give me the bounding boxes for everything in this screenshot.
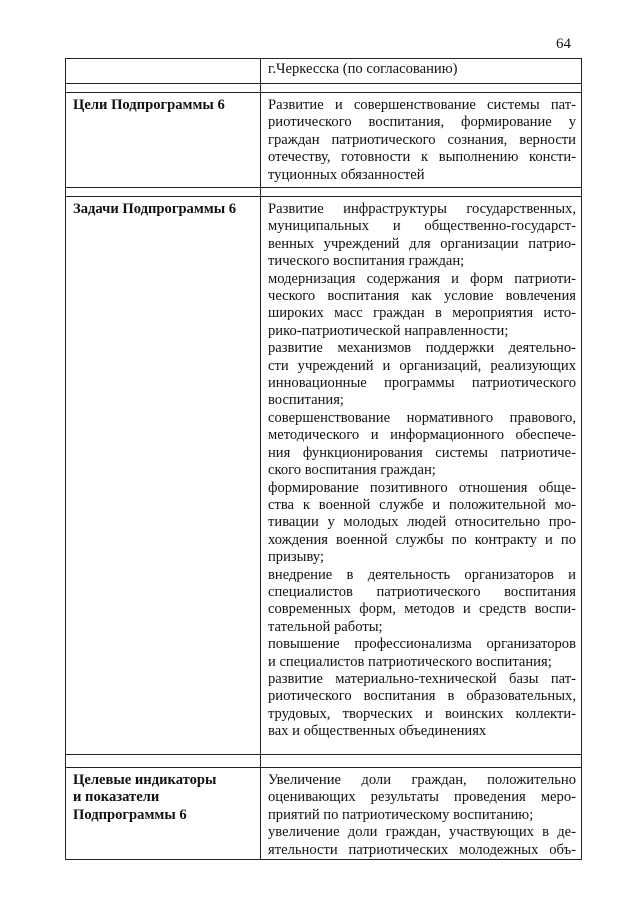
goals-label-cell xyxy=(66,93,261,188)
indicators-label: и показатели xyxy=(73,789,160,806)
text-line: ческого воспитания как условие вовлечения xyxy=(268,288,576,305)
text-line: широких масс граждан в мероприятия исто- xyxy=(268,305,576,322)
text-line: формирование позитивного отношения обще- xyxy=(268,479,576,496)
text-line: ства к военной службе и положительной мо- xyxy=(268,496,576,513)
text-line: муниципальных и общественно-государст- xyxy=(268,218,576,235)
text-line: риотического воспитания в образовательных, xyxy=(268,688,576,705)
text-line: приятий по патриотическому воспитанию; xyxy=(268,806,534,823)
text-line: оценивающих результаты проведения меро- xyxy=(268,789,576,806)
text-line: тивации у молодых людей относительно про- xyxy=(268,514,576,531)
text-line: повышение профессионализма организаторов xyxy=(268,636,576,653)
text-line: вах и общественных объединениях xyxy=(268,723,487,740)
indicators-label: Подпрограммы 6 xyxy=(73,806,187,823)
table-row xyxy=(66,59,582,84)
text-line: ского воспитания граждан; xyxy=(268,462,436,479)
text-line: методического и информационного обеспече- xyxy=(268,427,576,444)
text-line: воспитания; xyxy=(268,392,344,409)
text-line: ятельности патриотических молодежных объ- xyxy=(268,841,576,858)
table-gap xyxy=(66,188,582,197)
text-line: тательной работы; xyxy=(268,618,383,635)
indicators-value-cell xyxy=(261,768,582,860)
tasks-label: Задачи Подпрограммы 6 xyxy=(73,201,237,217)
text-line: специалистов патриотического воспитания xyxy=(268,583,576,600)
subprogram-passport-table xyxy=(65,58,582,860)
indicators-label: Целевые индикаторы xyxy=(73,772,217,788)
label-cell-empty xyxy=(66,59,261,84)
text-line: увеличение доли граждан, участвующих в де- xyxy=(268,824,576,841)
text-line: граждан патриотического сознания, верности xyxy=(268,131,576,148)
text-line: Увеличение доли граждан, положительно xyxy=(268,772,576,788)
text-line: хождения военной службы по контракту и по xyxy=(268,531,576,548)
text-line: рико-патриотической направленности; xyxy=(268,322,509,339)
table-row xyxy=(66,768,582,860)
text-line: отечеству, готовности к выполнению консти- xyxy=(268,149,576,166)
text-line: развитие материально-технической базы пат- xyxy=(268,670,576,687)
text-line: развитие механизмов поддержки деятельно- xyxy=(268,340,576,357)
table-gap xyxy=(66,755,582,768)
text-line: туционных обязанностей xyxy=(268,166,425,183)
page-number: 64 xyxy=(556,36,571,52)
text-line: венных учреждений для организации патрио- xyxy=(268,235,576,252)
text-line: риотического воспитания, формирование у xyxy=(268,114,576,131)
tasks-value-cell xyxy=(261,197,582,755)
text-line: тического воспитания граждан; xyxy=(268,253,465,270)
text-line: модернизация содержания и форм патриоти- xyxy=(268,270,576,287)
tasks-label-cell xyxy=(66,197,261,755)
text-line: инновационные программы патриотического xyxy=(268,375,576,392)
table-row xyxy=(66,197,582,755)
text-line: сти учреждений и организаций, реализующих xyxy=(268,357,576,374)
text-line: совершенствование нормативного правового, xyxy=(268,409,576,426)
text-line: призыву; xyxy=(268,549,325,566)
value-cell-cherkessk xyxy=(261,59,582,84)
text-line: г.Черкесска (по согласованию) xyxy=(268,61,458,77)
text-line: Развитие инфраструктуры государственных, xyxy=(268,201,576,217)
indicators-label-cell xyxy=(66,768,261,860)
goals-label: Цели Подпрограммы 6 xyxy=(73,97,225,113)
text-line: ния функционирования системы патриотиче- xyxy=(268,444,576,461)
text-line: трудовых, творческих и воинских коллекти- xyxy=(268,705,576,722)
text-line: внедрение в деятельность организаторов и xyxy=(268,566,576,583)
goals-value-cell xyxy=(261,93,582,188)
text-line: Развитие и совершенствование системы пат- xyxy=(268,97,576,113)
text-line: и специалистов патриотического воспитания; xyxy=(268,653,552,670)
table-row xyxy=(66,93,582,188)
table-gap xyxy=(66,84,582,93)
text-line: современных форм, методов и средств воспи- xyxy=(268,601,576,618)
